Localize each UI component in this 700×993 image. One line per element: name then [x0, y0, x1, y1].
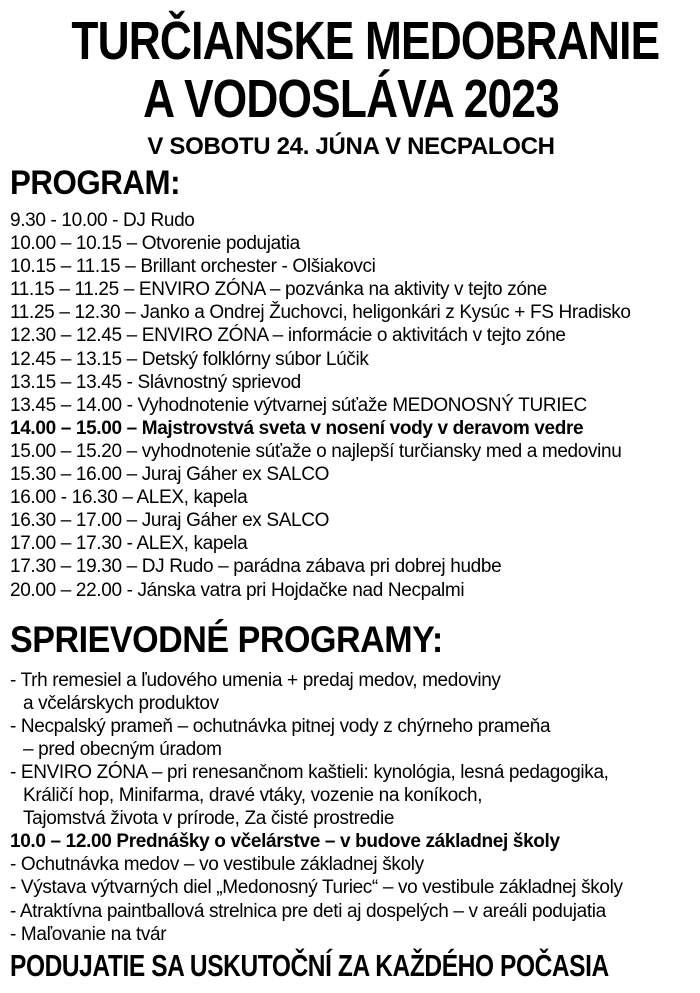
program-line: 17.30 – 19.30 – DJ Rudo – parádna zábava pri dobrej hudbe: [10, 556, 502, 578]
program-line: 12.30 – 12.45 – ENVIRO ZÓNA – informácie o aktivitách v tejto zóne: [10, 325, 566, 347]
side-programs-list: [10, 669, 692, 946]
program-line: 9.30 - 10.00 - DJ Rudo: [10, 210, 195, 231]
side-program-line: - Maľovanie na tvár: [10, 923, 167, 945]
poster-title-line1: TURČIANSKE MEDOBRANIE: [71, 11, 660, 71]
side-program-line: - Necpalský prameň – ochutnávka pitnej vody z chýrneho prameňa: [10, 715, 551, 737]
program-line: 15.30 – 16.00 – Juraj Gáher ex SALCO: [10, 464, 330, 486]
poster-subtitle: V SOBOTU 24. JÚNA V NECPALOCH: [147, 133, 555, 160]
program-line: 17.00 – 17.30 - ALEX, kapela: [10, 533, 248, 555]
program-line: 10.00 – 10.15 – Otvorenie podujatia: [10, 233, 300, 255]
program-line: 20.00 – 22.00 - Jánska vatra pri Hojdačke nad Necpalmi: [10, 579, 465, 601]
program-line: 14.00 – 15.00 – Majstrovstvá sveta v nosení vody v deravom vedre: [10, 417, 584, 439]
program-line: 11.25 – 12.30 – Janko a Ondrej Žuchovci, heligonkári z Kysúc + FS Hradisko: [10, 302, 631, 324]
program-line: 16.00 - 16.30 – ALEX, kapela: [10, 487, 248, 509]
program-line: 15.00 – 15.20 – vyhodnotenie súťaže o najlepší turčiansky med a medovinu: [10, 440, 622, 462]
program-line: 12.45 – 13.15 – Detský folklórny súbor Lúčik: [10, 348, 369, 370]
program-line: 10.15 – 11.15 – Brillant orchester - Olšiakovci: [10, 256, 376, 278]
side-program-line: - Trh remesiel a ľudového umenia + predaj medov, medoviny: [10, 669, 501, 691]
side-programs-heading: SPRIEVODNÉ PROGRAMY:: [10, 618, 443, 660]
side-program-line: - Ochutnávka medov – vo vestibule základnej školy: [10, 854, 424, 876]
program-line: 13.15 – 13.45 - Slávnostný sprievod: [10, 371, 301, 393]
program-heading: PROGRAM:: [10, 164, 181, 202]
program-list: [10, 209, 692, 602]
side-program-line: - Atraktívna paintballová strelnica pre deti aj dospelých – v areáli podujatia: [10, 900, 606, 922]
side-program-line: 10.0 – 12.00 Prednášky o včelárstve – v budove základnej školy: [10, 831, 560, 853]
program-line: 11.15 – 11.25 – ENVIRO ZÓNA – pozvánka na aktivity v tejto zóne: [10, 279, 547, 301]
side-program-line: – pred obecným úradom: [23, 738, 222, 760]
program-line: 16.30 – 17.00 – Juraj Gáher ex SALCO: [10, 510, 330, 532]
side-program-line: - ENVIRO ZÓNA – pri renesančnom kaštieli: kynológia, lesná pedagogika,: [10, 761, 609, 783]
weather-notice: PODUJATIE SA USKUTOČNÍ ZA KAŽDÉHO POČASIA: [10, 947, 609, 983]
side-program-line: - Výstava výtvarných diel „Medonosný Turiec“ – vo vestibule základnej školy: [10, 877, 623, 899]
poster-header: [10, 12, 692, 160]
program-line: 13.45 – 14.00 - Vyhodnotenie výtvarnej súťaže MEDONOSNÝ TURIEC: [10, 394, 587, 416]
side-program-line: Tajomstvá života v prírode, Za čisté prostredie: [23, 808, 395, 830]
side-program-line: a včelárskych produktov: [23, 692, 219, 714]
poster-title-line2: A VODOSLÁVA 2023: [143, 69, 559, 129]
side-program-line: Králičí hop, Minifarma, dravé vtáky, vozenie na koníkoch,: [23, 785, 483, 807]
